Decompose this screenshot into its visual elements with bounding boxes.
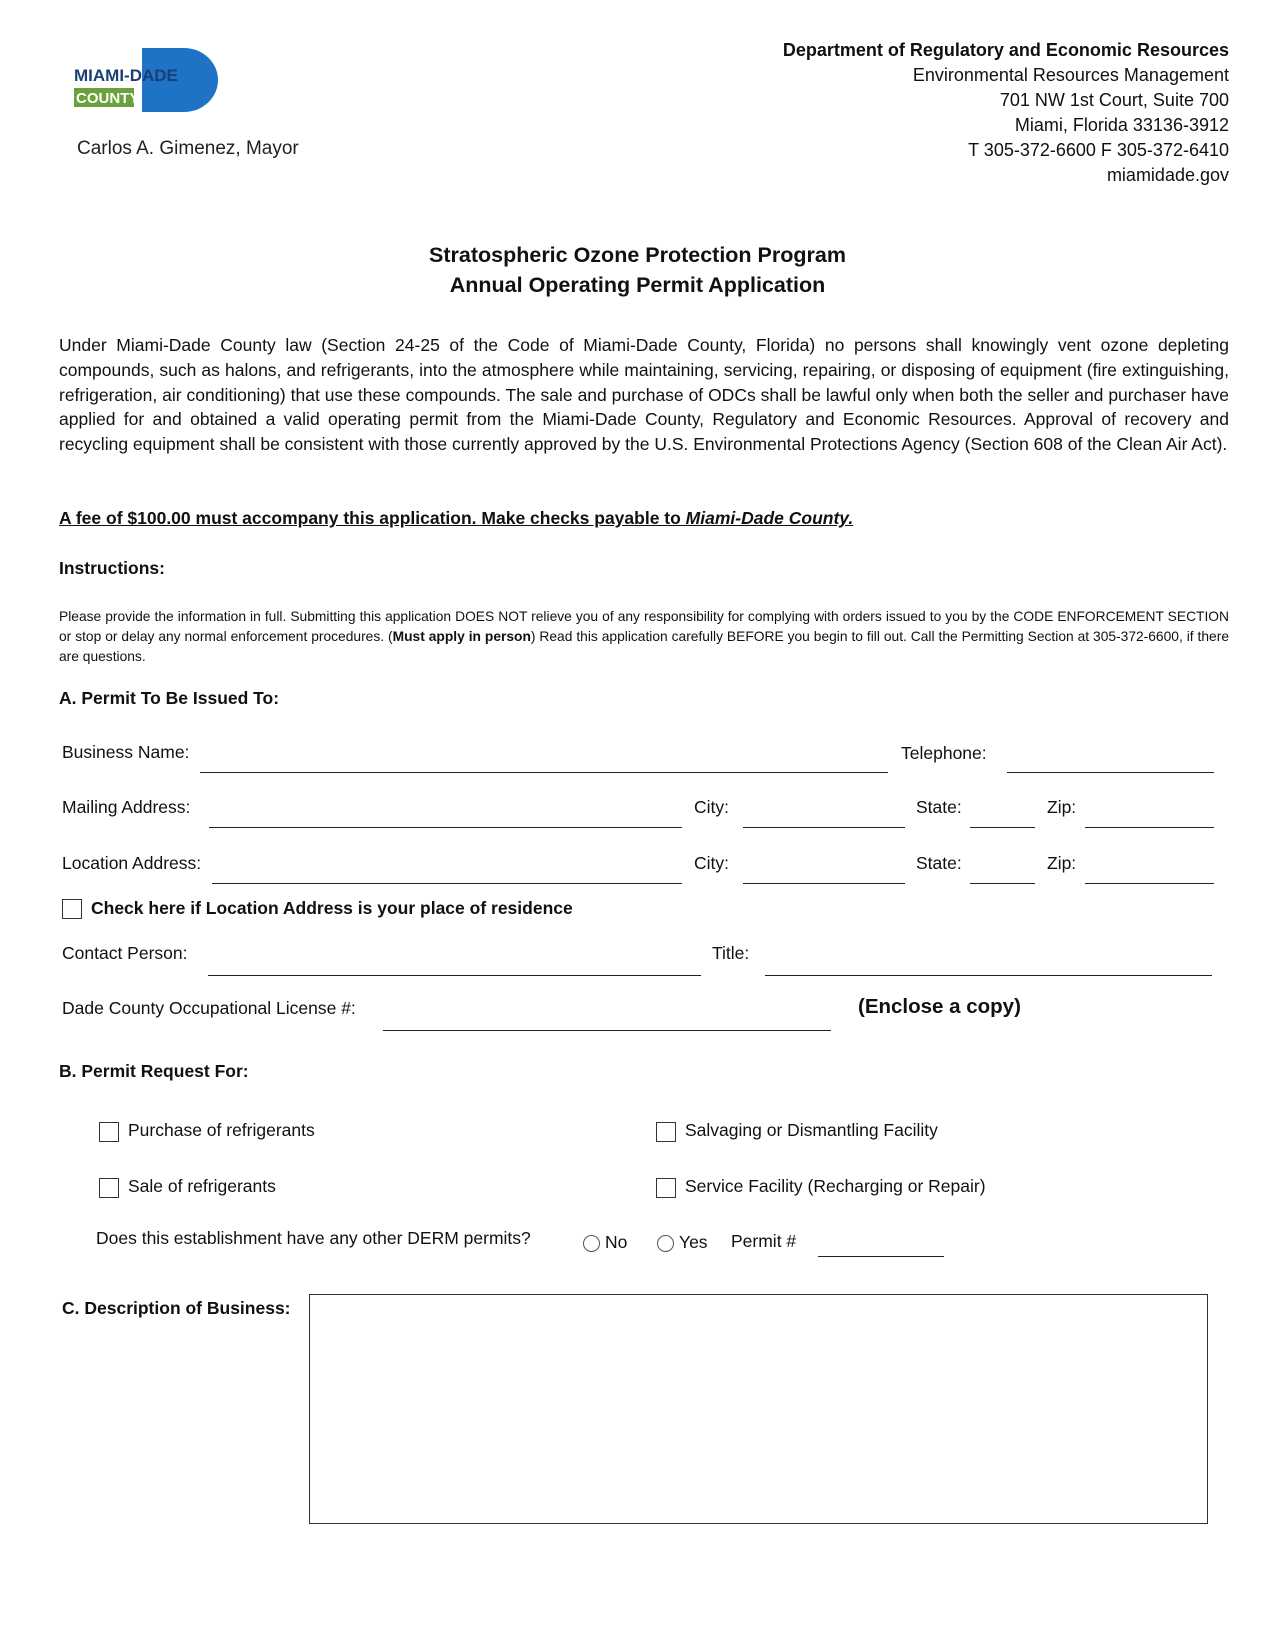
intro-paragraph: Under Miami-Dade County law (Section 24-25 of the Code of Miami-Dade County, Florida) no persons shall knowingly vent ozone depleting compounds, such as halons, and refrigerants, into the atmosphere while maintaining, servicing, repairing, or disposing of equipment (fire extinguishing, refrigeration, air conditioning) that use these compounds. The sale and purchase of ODCs shall be lawful only when both the seller and purchaser have applied for and obtained a valid operating permit from the Miami-Dade County, Regulatory and Economic Resources. Approval of recovery and recycling equipment shall be consistent with those currently approved by the U.S. Environmental Protections Agency (Section 608 of the Clean Air Act). xyxy=(59,335,1229,455)
purchase-refrigerants-label: Purchase of refrigerants xyxy=(128,1120,315,1140)
enclose-copy-note: (Enclose a copy) xyxy=(858,995,1021,1018)
mailing-address-field[interactable] xyxy=(209,827,682,828)
location-state-label: State: xyxy=(916,853,962,873)
license-label: Dade County Occupational License #: xyxy=(62,998,356,1018)
section-a-heading: A. Permit To Be Issued To: xyxy=(59,688,280,708)
telephone-field[interactable] xyxy=(1007,772,1214,773)
mailing-state-field[interactable] xyxy=(970,827,1035,828)
section-b-heading: B. Permit Request For: xyxy=(59,1061,249,1081)
business-name-label: Business Name: xyxy=(62,742,190,762)
derm-yes-label: Yes xyxy=(679,1232,708,1252)
fee-text: A fee of $100.00 must accompany this application. Make checks payable to xyxy=(59,508,686,528)
mailing-state-label: State: xyxy=(916,797,962,817)
mailing-zip-field[interactable] xyxy=(1085,827,1214,828)
department-name: Department of Regulatory and Economic Resources xyxy=(782,40,1229,60)
logo-text-county: COUNTY xyxy=(76,90,140,107)
contact-person-label: Contact Person: xyxy=(62,943,188,963)
logo-text-miami-dade: MIAMI-DADE xyxy=(74,66,178,85)
miami-dade-logo xyxy=(74,48,219,112)
location-city-label: City: xyxy=(694,853,729,873)
instructions-part-1: Please provide the information in full. Submitting this application DOES NOT relieve you of any responsibility for complying with orders issued to you by the CODE ENFORCEMENT SECTION or stop or delay any normal enforcement procedures. ( xyxy=(59,609,1229,644)
mailing-zip-label: Zip: xyxy=(1047,797,1077,817)
title-field[interactable] xyxy=(765,975,1212,976)
business-name-field[interactable] xyxy=(200,772,888,773)
title-line-2: Annual Operating Permit Application xyxy=(449,273,826,297)
service-facility-checkbox[interactable] xyxy=(656,1178,676,1198)
salvaging-facility-checkbox[interactable] xyxy=(656,1122,676,1142)
title-line-1: Stratospheric Ozone Protection Program xyxy=(429,243,846,267)
instructions-part-2: ) Read this application carefully BEFORE you begin to fill out. Call the Permitting Section at 305-372-6600, if there are questions. xyxy=(59,629,1229,664)
location-zip-label: Zip: xyxy=(1047,853,1077,873)
permit-number-field[interactable] xyxy=(818,1256,944,1257)
mayor-name: Carlos A. Gimenez, Mayor xyxy=(77,138,299,159)
permit-number-label: Permit # xyxy=(731,1231,797,1251)
location-zip-field[interactable] xyxy=(1085,883,1214,884)
derm-no-radio[interactable] xyxy=(583,1235,600,1252)
instructions-bold: Must apply in person xyxy=(392,629,531,644)
instructions-heading: Instructions: xyxy=(59,558,165,578)
title-label: Title: xyxy=(712,943,750,963)
instructions-text xyxy=(59,607,1229,667)
phone-fax: T 305-372-6600 F 305-372-6410 xyxy=(968,140,1229,160)
description-of-business-textarea[interactable] xyxy=(309,1294,1208,1524)
derm-yes-radio[interactable] xyxy=(657,1235,674,1252)
location-city-field[interactable] xyxy=(743,883,905,884)
sale-refrigerants-label: Sale of refrigerants xyxy=(128,1176,276,1196)
fee-notice xyxy=(59,508,853,529)
division-name: Environmental Resources Management xyxy=(912,65,1229,85)
sale-refrigerants-checkbox[interactable] xyxy=(99,1178,119,1198)
form-title xyxy=(0,240,1275,300)
telephone-label: Telephone: xyxy=(901,743,987,763)
contact-person-field[interactable] xyxy=(208,975,701,976)
mailing-address-label: Mailing Address: xyxy=(62,797,191,817)
section-c-heading: C. Description of Business: xyxy=(62,1298,291,1318)
salvaging-facility-label: Salvaging or Dismantling Facility xyxy=(685,1120,938,1140)
residence-checkbox-label: Check here if Location Address is your place of residence xyxy=(91,898,573,918)
mailing-city-label: City: xyxy=(694,797,729,817)
location-address-label: Location Address: xyxy=(62,853,202,873)
website[interactable]: miamidade.gov xyxy=(1106,165,1229,185)
street-address: 701 NW 1st Court, Suite 700 xyxy=(999,90,1229,110)
license-field[interactable] xyxy=(383,1030,831,1031)
purchase-refrigerants-checkbox[interactable] xyxy=(99,1122,119,1142)
derm-permits-question: Does this establishment have any other DERM permits? xyxy=(96,1228,531,1248)
location-state-field[interactable] xyxy=(970,883,1035,884)
derm-no-label: No xyxy=(605,1232,628,1252)
location-address-field[interactable] xyxy=(212,883,682,884)
city-state-zip: Miami, Florida 33136-3912 xyxy=(1014,115,1229,135)
department-address-block xyxy=(783,38,1229,188)
service-facility-label: Service Facility (Recharging or Repair) xyxy=(685,1176,986,1196)
mailing-city-field[interactable] xyxy=(743,827,905,828)
fee-payee: Miami-Dade County. xyxy=(685,508,854,528)
residence-checkbox[interactable] xyxy=(62,899,82,919)
